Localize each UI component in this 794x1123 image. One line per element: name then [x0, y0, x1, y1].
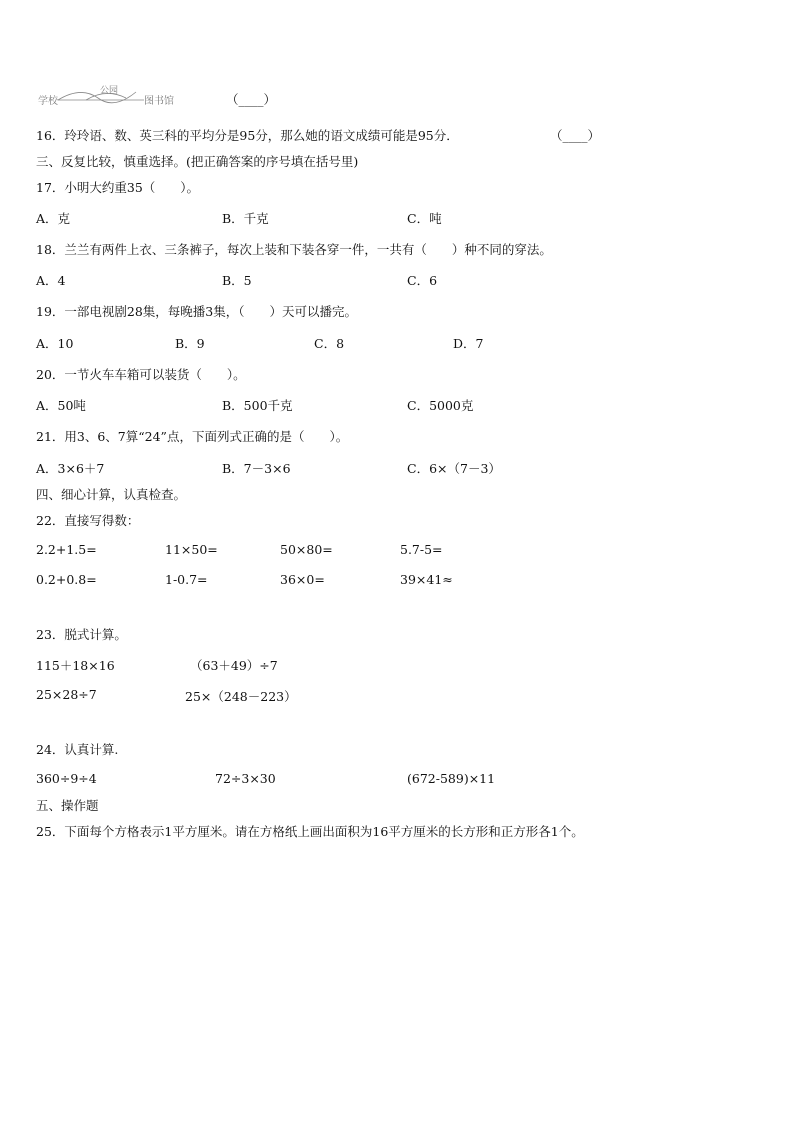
q24-text: 24．认真计算.	[36, 742, 119, 757]
q23-item: 25×（248－223）	[185, 689, 297, 704]
diagram-label-park: 公园	[100, 86, 119, 96]
q22-item: 1-0.7=	[165, 572, 208, 587]
diagram-label-school: 学校	[38, 96, 58, 107]
q18-option-a[interactable]: A．4	[36, 273, 66, 288]
q21-text: 21．用3、6、7算“24”点，下面列式正确的是（ ）。	[36, 429, 349, 444]
q18-option-b[interactable]: B．5	[222, 273, 252, 288]
q22-item: 0.2+0.8=	[36, 572, 97, 587]
q16-text: 16．玲玲语、数、英三科的平均分是95分，那么她的语文成绩可能是95分．	[36, 128, 459, 143]
q17-option-a[interactable]: A．克	[36, 211, 71, 226]
q20-option-c[interactable]: C．5000克	[407, 398, 474, 413]
q19-option-d[interactable]: D．7	[453, 336, 484, 351]
q20-option-a[interactable]: A．50吨	[36, 398, 86, 413]
q19-text: 19．一部电视剧28集，每晚播3集，（ ）天可以播完。	[36, 304, 358, 319]
q22-item: 50×80=	[280, 542, 333, 557]
q20-option-b[interactable]: B．500千克	[222, 398, 293, 413]
q16-answer-blank[interactable]: （____）	[550, 128, 601, 143]
q23-item: 25×28÷7	[36, 687, 97, 702]
section3-title: 三、反复比较，慎重选择。(把正确答案的序号填在括号里)	[36, 154, 359, 169]
q22-item: 2.2+1.5=	[36, 542, 97, 557]
q15-answer-blank[interactable]: （____）	[226, 92, 277, 107]
section5-title: 五、操作题	[36, 798, 99, 813]
q23-text: 23．脱式计算。	[36, 627, 127, 642]
q19-option-a[interactable]: A．10	[36, 336, 74, 351]
q21-option-a[interactable]: A．3×6＋7	[36, 461, 105, 476]
q21-option-b[interactable]: B．7－3×6	[222, 461, 291, 476]
q22-item: 5.7-5=	[400, 542, 443, 557]
q17-option-b[interactable]: B．千克	[222, 211, 269, 226]
q19-option-b[interactable]: B．9	[175, 336, 205, 351]
q22-item: 36×0=	[280, 572, 325, 587]
q22-item: 39×41≈	[400, 572, 453, 587]
route-diagram	[36, 84, 186, 110]
q18-option-c[interactable]: C．6	[407, 273, 438, 288]
section4-title: 四、细心计算，认真检查。	[36, 487, 187, 502]
q24-item: 360÷9÷4	[36, 771, 97, 786]
q19-option-c[interactable]: C．8	[314, 336, 345, 351]
q22-item: 11×50=	[165, 542, 218, 557]
q24-item: 72÷3×30	[215, 771, 276, 786]
diagram-label-library: 图书馆	[144, 96, 174, 107]
q18-text: 18．兰兰有两件上衣、三条裤子，每次上装和下装各穿一件，一共有（ ）种不同的穿法。	[36, 242, 552, 257]
q21-option-c[interactable]: C．6×（7－3）	[407, 461, 501, 476]
q24-item: (672-589)×11	[407, 771, 496, 786]
q17-text: 17．小明大约重35（ ）。	[36, 180, 200, 195]
q20-text: 20．一节火车车箱可以装货（ ）。	[36, 367, 246, 382]
q23-item: （63＋49）÷7	[190, 658, 278, 673]
q22-text: 22．直接写得数：	[36, 513, 140, 528]
q23-item: 115＋18×16	[36, 658, 115, 673]
q17-option-c[interactable]: C．吨	[407, 211, 442, 226]
q25-text: 25．下面每个方格表示1平方厘米。请在方格纸上画出面积为16平方厘米的长方形和正方形各1个。	[36, 824, 584, 839]
